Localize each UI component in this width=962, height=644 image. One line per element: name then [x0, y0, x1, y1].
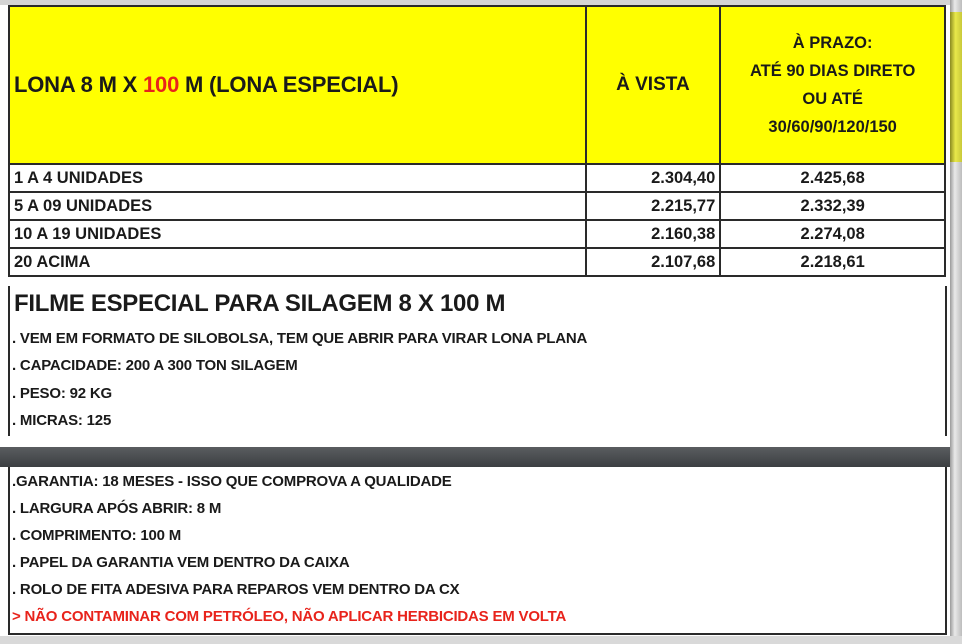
- quantity-cell: 1 A 4 UNIDADES: [9, 164, 586, 192]
- page-divider-bar: [0, 447, 950, 467]
- info-line: . CAPACIDADE: 200 A 300 TON SILAGEM: [12, 357, 298, 374]
- price-vista-cell: 2.160,38: [586, 220, 721, 248]
- product-info-section: [8, 286, 947, 436]
- price-table-header: [9, 6, 945, 164]
- price-prazo-cell: 2.332,39: [720, 192, 945, 220]
- table-row: [9, 192, 945, 220]
- column-header-a-prazo: [720, 6, 945, 164]
- title-text-start: LONA 8 M X: [14, 72, 143, 97]
- table-row: [9, 164, 945, 192]
- detail-line: . PAPEL DA GARANTIA VEM DENTRO DA CAIXA: [12, 554, 350, 571]
- quantity-cell: 10 A 19 UNIDADES: [9, 220, 586, 248]
- prazo-line: ATÉ 90 DIAS DIRETO: [749, 62, 916, 80]
- detail-line: . LARGURA APÓS ABRIR: 8 M: [12, 500, 222, 517]
- product-details-section: [8, 467, 947, 635]
- product-title: [9, 6, 586, 164]
- bottom-edge: [0, 636, 962, 644]
- detail-line: . COMPRIMENTO: 100 M: [12, 527, 182, 544]
- prazo-line: 30/60/90/120/150: [768, 118, 897, 136]
- info-line: . VEM EM FORMATO DE SILOBOLSA, TEM QUE ABRIR PARA VIRAR LONA PLANA: [12, 330, 588, 347]
- info-line: . MICRAS: 125: [12, 412, 112, 429]
- quantity-cell: 20 ACIMA: [9, 248, 586, 276]
- price-vista-cell: 2.304,40: [586, 164, 721, 192]
- detail-line: . ROLO DE FITA ADESIVA PARA REPAROS VEM DENTRO DA CX: [12, 581, 460, 598]
- quantity-cell: 5 A 09 UNIDADES: [9, 192, 586, 220]
- prazo-line: À PRAZO:: [792, 34, 873, 52]
- price-prazo-cell: 2.218,61: [720, 248, 945, 276]
- table-row: [9, 220, 945, 248]
- prazo-line: OU ATÉ: [802, 90, 863, 108]
- product-info-heading: FILME ESPECIAL PARA SILAGEM 8 X 100 M: [14, 290, 506, 317]
- title-highlight-length: 100: [143, 72, 180, 97]
- detail-line: .GARANTIA: 18 MESES - ISSO QUE COMPROVA A QUALIDADE: [12, 473, 452, 490]
- price-prazo-cell: 2.425,68: [720, 164, 945, 192]
- column-header-a-vista: À VISTA: [586, 6, 721, 164]
- price-vista-cell: 2.215,77: [586, 192, 721, 220]
- warning-line: > NÃO CONTAMINAR COM PETRÓLEO, NÃO APLICAR HERBICIDAS EM VOLTA: [12, 608, 567, 625]
- info-line: . PESO: 92 KG: [12, 385, 112, 402]
- right-edge-yellow-shadow: [950, 12, 962, 162]
- price-table: [8, 5, 946, 277]
- table-row: [9, 248, 945, 276]
- price-vista-cell: 2.107,68: [586, 248, 721, 276]
- title-text-end: M (LONA ESPECIAL): [179, 72, 399, 97]
- price-prazo-cell: 2.274,08: [720, 220, 945, 248]
